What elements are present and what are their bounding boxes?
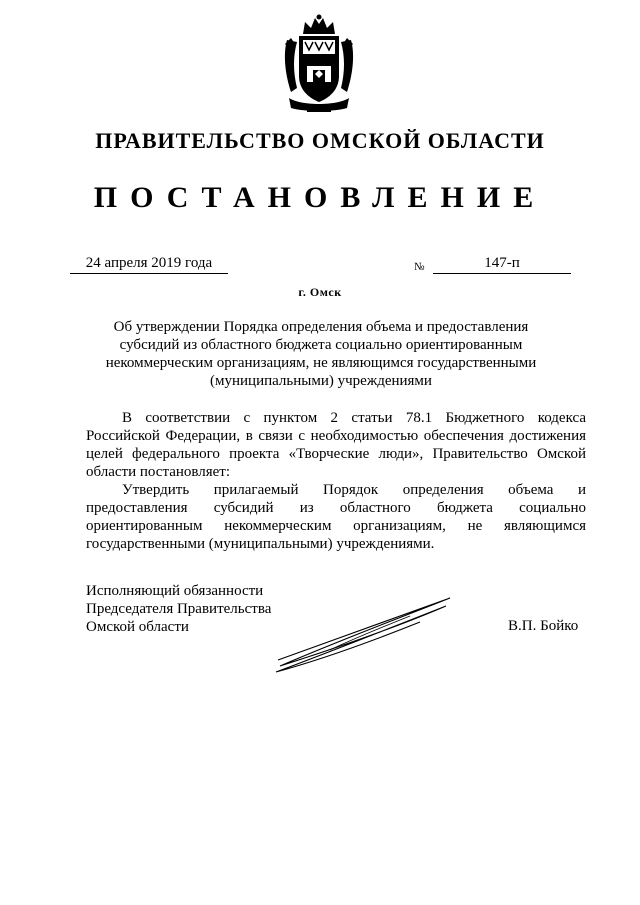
document-body [86, 409, 586, 553]
document-city: г. Омск [298, 285, 342, 299]
handwritten-signature-icon [270, 590, 460, 680]
signatory-line-1: Исполняющий обязанности [86, 583, 264, 599]
signatory-line-2: Председателя Правительства [86, 601, 272, 617]
coat-of-arms-icon [281, 14, 357, 114]
body-paragraph-2: Утвердить прилагаемый Порядок определения объема и предоставления субсидий из областного бюджета социально ориентированным некоммерческим организациям, не являющимся государственными (муниципальными) учреждениями. [86, 482, 586, 552]
document-type-title: ПОСТАНОВЛЕНИЕ [93, 181, 547, 214]
document-number: 147-п [433, 255, 571, 274]
document-subject: Об утверждении Порядка определения объема и предоставления субсидий из областного бюджета социально ориентированным некоммерческим организациям, не являющимся государственными (муниципальными) учреждениями [105, 319, 537, 389]
signatory-name: В.П. Бойко [508, 618, 579, 634]
body-paragraph-1: В соответствии с пунктом 2 статьи 78.1 Бюджетного кодекса Российской Федерации, в связи с необходимостью обеспечения достижения целей федерального проекта «Творческие люди», Правительство Омской области постановляет: [86, 410, 586, 480]
signatory-line-3: Омской области [86, 619, 189, 635]
document-date: 24 апреля 2019 года [70, 255, 228, 274]
government-title: ПРАВИТЕЛЬСТВО ОМСКОЙ ОБЛАСТИ [95, 128, 545, 153]
number-sign: № [414, 261, 425, 273]
